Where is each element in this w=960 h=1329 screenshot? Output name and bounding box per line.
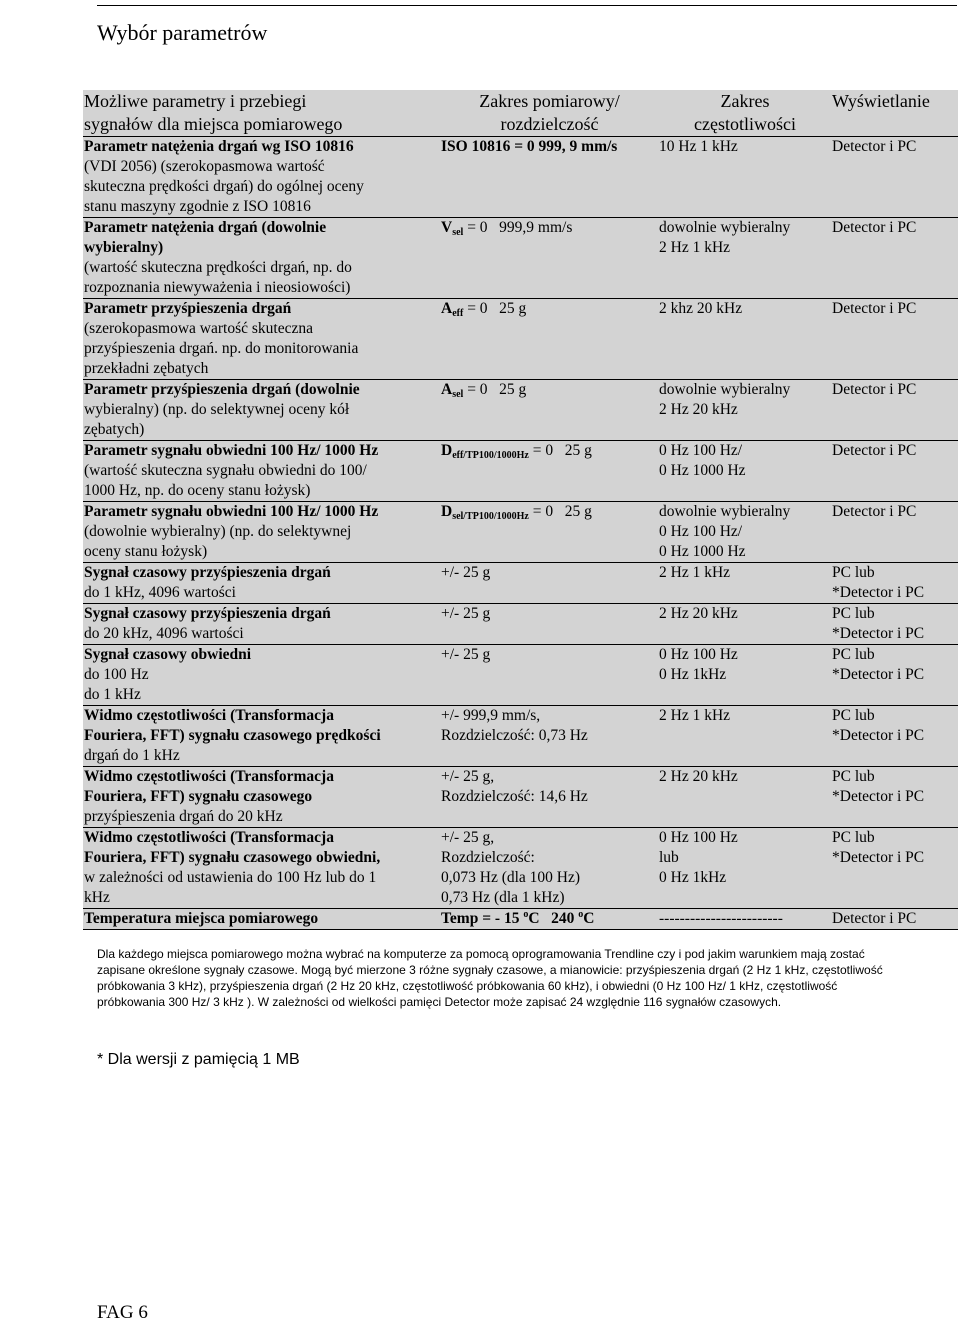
temperature-frequency: ------------------------ <box>658 909 831 930</box>
header-range: Zakres pomiarowy/ rozdzielczość <box>440 90 658 137</box>
temperature-display: Detector i PC <box>831 909 958 930</box>
measurement-range: +/- 25 g, Rozdzielczość: 14,6 Hz <box>440 767 658 828</box>
display-target: Detector i PC <box>831 137 958 218</box>
temperature-range: Temp = - 15 $^o$C 240 $^o$C <box>440 909 658 930</box>
measurement-range: $D_{eff/TP100/1000Hz} = 0$ 25 g <box>440 441 658 502</box>
parameter-description: Parametr sygnału obwiedni 100 Hz/ 1000 Hz (dowolnie wybieralny) (np. do selektywnej oceny stanu łożysk) <box>83 502 440 563</box>
temperature-row <box>83 909 958 930</box>
parameter-description: Sygnał czasowy obwiedni do 100 Hz do 1 kHz <box>83 645 440 706</box>
top-rule <box>97 5 957 6</box>
table-row <box>83 380 958 441</box>
parameter-description: Widmo częstotliwości (Transformacja Fouriera, FFT) sygnału czasowego prędkości drgań do 1 kHz <box>83 706 440 767</box>
display-target: Detector i PC <box>831 502 958 563</box>
measurement-range: +/- 999,9 mm/s, Rozdzielczość: 0,73 Hz <box>440 706 658 767</box>
display-target: PC lub *Detector i PC <box>831 767 958 828</box>
display-target: Detector i PC <box>831 380 958 441</box>
measurement-range: $V_{sel} = 0$ 999,9 mm/s <box>440 218 658 299</box>
header-frequency: Zakres częstotliwości <box>658 90 831 137</box>
parameter-description: Parametr przyśpieszenia drgań (dowolnie wybieralny) (np. do selektywnej oceny kół zębatych) <box>83 380 440 441</box>
parameter-description: Parametr przyśpieszenia drgań (szerokopasmowa wartość skuteczna przyśpieszenia drgań. np. do monitorowania przekładni zębatych <box>83 299 440 380</box>
display-target: PC lub *Detector i PC <box>831 706 958 767</box>
display-target: Detector i PC <box>831 299 958 380</box>
parameter-description: Parametr sygnału obwiedni 100 Hz/ 1000 Hz (wartość skuteczna sygnału obwiedni do 100/ 1000 Hz, np. do oceny stanu łożysk) <box>83 441 440 502</box>
display-target: PC lub *Detector i PC <box>831 604 958 645</box>
parameter-description: Widmo częstotliwości (Transformacja Fouriera, FFT) sygnału czasowego obwiedni, w zależności od ustawienia do 100 Hz lub do 1 kHz <box>83 828 440 909</box>
page-title: Wybór parametrów <box>97 20 268 45</box>
frequency-range: 2 Hz 1 kHz <box>658 563 831 604</box>
memory-version-note: * Dla wersji z pamięcią 1 MB <box>97 1051 300 1068</box>
display-target: PC lub *Detector i PC <box>831 828 958 909</box>
header-parameters: Możliwe parametry i przebiegi sygnałów dla miejsca pomiarowego <box>83 90 440 137</box>
display-target: Detector i PC <box>831 441 958 502</box>
measurement-range: +/- 25 g <box>440 604 658 645</box>
frequency-range: 2 khz 20 kHz <box>658 299 831 380</box>
frequency-range: 2 Hz 20 kHz <box>658 604 831 645</box>
parameter-description: Widmo częstotliwości (Transformacja Fouriera, FFT) sygnału czasowego przyśpieszenia drgań do 20 kHz <box>83 767 440 828</box>
table-row <box>83 299 958 380</box>
measurement-range: ISO 10816 = 0 999, 9 mm/s <box>440 137 658 218</box>
parameters-table <box>83 90 958 930</box>
parameters-table-body <box>83 90 958 930</box>
table-row <box>83 604 958 645</box>
frequency-range: 0 Hz 100 Hz/ 0 Hz 1000 Hz <box>658 441 831 502</box>
table-row <box>83 706 958 767</box>
measurement-range: $A_{sel} = 0$ 25 g <box>440 380 658 441</box>
table-row <box>83 828 958 909</box>
parameter-description: Sygnał czasowy przyśpieszenia drgań do 20 kHz, 4096 wartości <box>83 604 440 645</box>
measurement-range: $A_{eff} = 0$ 25 g <box>440 299 658 380</box>
table-row <box>83 218 958 299</box>
measurement-range: +/- 25 g <box>440 563 658 604</box>
measurement-range: $D_{sel/TP100/1000Hz} = 0$ 25 g <box>440 502 658 563</box>
temperature-label: Temperatura miejsca pomiarowego <box>83 909 440 930</box>
frequency-range: dowolnie wybieralny 2 Hz 1 kHz <box>658 218 831 299</box>
frequency-range: dowolnie wybieralny 0 Hz 100 Hz/ 0 Hz 1000 Hz <box>658 502 831 563</box>
parameter-description: Parametr natężenia drgań wg ISO 10816 (VDI 2056) (szerokopasmowa wartość skuteczna prędkości drgań) do ogólnej oceny stanu maszyny zgodnie z ISO 10816 <box>83 137 440 218</box>
table-row <box>83 767 958 828</box>
parameter-description: Parametr natężenia drgań (dowolnie wybieralny) (wartość skuteczna prędkości drgań, np. do rozpoznania niewyważenia i nieosiowości) <box>83 218 440 299</box>
measurement-range: +/- 25 g <box>440 645 658 706</box>
parameter-description: Sygnał czasowy przyśpieszenia drgań do 1 kHz, 4096 wartości <box>83 563 440 604</box>
frequency-range: 0 Hz 100 Hz 0 Hz 1kHz <box>658 645 831 706</box>
table-row <box>83 502 958 563</box>
display-target: PC lub *Detector i PC <box>831 645 958 706</box>
table-row <box>83 137 958 218</box>
display-target: Detector i PC <box>831 218 958 299</box>
frequency-range: 2 Hz 1 kHz <box>658 706 831 767</box>
table-header-row <box>83 90 958 137</box>
page-footer: FAG 6 <box>97 1302 148 1323</box>
measurement-range: +/- 25 g, Rozdzielczość: 0,073 Hz (dla 100 Hz) 0,73 Hz (dla 1 kHz) <box>440 828 658 909</box>
frequency-range: 2 Hz 20 kHz <box>658 767 831 828</box>
table-row <box>83 441 958 502</box>
frequency-range: 0 Hz 100 Hz lub 0 Hz 1kHz <box>658 828 831 909</box>
table-row <box>83 645 958 706</box>
display-target: PC lub *Detector i PC <box>831 563 958 604</box>
table-row <box>83 563 958 604</box>
footnote-text: Dla każdego miejsca pomiarowego można wybrać na komputerze za pomocą oprogramowania Trendline czy i pod jakim warunkiem mają zostać zapisane określone sygnały czasowe. Mogą być mierzone 3 różne sygnały czasowe, a mianowicie: przyśpieszenia drgań (2 Hz 1 kHz, częstotliwość próbkowania 3 kHz), przyśpieszenia drgań (2 Hz 20 kHz, częstotliwość próbkowania 60 kHz), i obwiedni (0 Hz 100 Hz/ 1 kHz, częstotliwość próbkowania 300 Hz/ 3 kHz ). W zależności od wielkości pamięci Detector może zapisać 24 względnie 116 sygnałów czasowych. <box>97 947 883 1009</box>
frequency-range: 10 Hz 1 kHz <box>658 137 831 218</box>
frequency-range: dowolnie wybieralny 2 Hz 20 kHz <box>658 380 831 441</box>
header-display: Wyświetlanie <box>831 90 958 137</box>
